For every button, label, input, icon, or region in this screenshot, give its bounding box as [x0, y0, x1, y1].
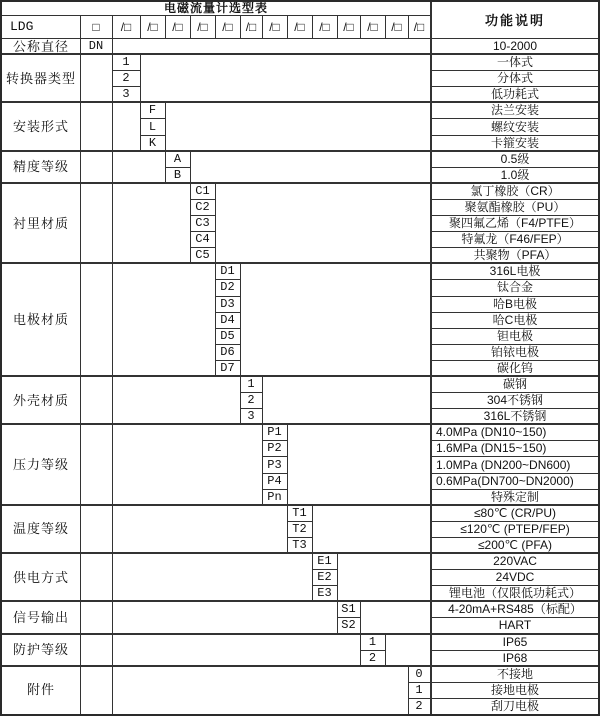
desc-cell: 卡箍安装 [490, 135, 539, 150]
code-cell: F [148, 103, 157, 118]
section-label: 电极材质 [12, 312, 69, 328]
code-cell: P4 [267, 473, 282, 488]
code-cell: A [173, 151, 182, 166]
desc-cell: IP65 [502, 634, 528, 649]
code-cell: E1 [317, 554, 332, 569]
desc-cell: ≤120℃ (PTEP/FEP) [460, 521, 570, 536]
desc-cell: 特殊定制 [490, 489, 539, 504]
desc-cell: 螺纹安装 [490, 119, 539, 134]
desc-cell: 低功耗式 [490, 87, 539, 102]
section-label: 精度等级 [12, 159, 69, 175]
grid-line [140, 54, 141, 102]
desc-cell: 刮刀电极 [490, 698, 539, 713]
desc-cell: 碳钢 [502, 377, 527, 392]
section-label: 衬里材质 [12, 215, 69, 231]
desc-cell: 4.0MPa (DN10~150) [436, 425, 547, 440]
desc-cell: 不接地 [496, 666, 533, 681]
desc-cell: 接地电极 [490, 682, 539, 697]
section-label: 附件 [26, 682, 55, 698]
grid-line [80, 15, 81, 714]
desc-cell: 24VDC [495, 570, 535, 585]
grid-line [262, 376, 263, 424]
code-cell: K [148, 135, 157, 150]
desc-cell: 4-20mA+RS485（标配） [448, 602, 582, 617]
desc-cell: 0.5级 [500, 151, 530, 166]
desc-cell: 分体式 [496, 71, 533, 86]
code-cell: Pn [267, 489, 282, 504]
code-cell: D1 [220, 264, 235, 279]
code-cell: 0 [415, 666, 423, 681]
model-slot-box: /□ [197, 19, 208, 34]
code-cell: P2 [267, 441, 282, 456]
grid-line [165, 102, 166, 150]
desc-cell: 聚氨酯橡胶（PU） [464, 199, 566, 214]
model-slot-box: /□ [391, 19, 402, 34]
desc-cell: 1.6MPa (DN15~150) [436, 441, 547, 456]
section-label: 温度等级 [12, 521, 69, 537]
section-label: 供电方式 [12, 569, 69, 585]
desc-cell: 220VAC [493, 554, 537, 569]
model-slot-box: /□ [245, 19, 257, 34]
desc-cell: 钛合金 [496, 280, 533, 295]
code-cell: 1 [415, 682, 423, 697]
desc-cell: 一体式 [496, 55, 533, 70]
desc-cell: 10-2000 [492, 39, 538, 54]
grid-line [385, 634, 386, 666]
model-slot-box: /□ [294, 19, 305, 34]
code-cell: P3 [267, 457, 282, 472]
desc-cell: 铂铱电极 [490, 344, 539, 359]
table-title: 电磁流量计选型表 [163, 1, 268, 15]
section-label: 外壳材质 [12, 392, 69, 408]
code-cell: S1 [341, 602, 356, 617]
code-cell: 2 [247, 393, 255, 408]
code-cell: B [173, 167, 182, 182]
code-cell: D4 [220, 312, 235, 327]
desc-cell: ≤200℃ (PFA) [477, 537, 553, 552]
model-slot-box: /□ [367, 19, 378, 34]
grid-line [190, 151, 191, 183]
desc-cell: 0.6MPa(DN700~DN2000) [436, 473, 574, 488]
code-cell: C1 [195, 183, 210, 198]
model-slot-box: /□ [319, 19, 330, 34]
code-cell: 1 [368, 634, 377, 649]
code-cell: D6 [220, 344, 235, 359]
grid-line [337, 553, 338, 601]
model-slot-box: /□ [343, 19, 354, 34]
code-cell: T1 [292, 505, 307, 520]
model-slot-box: /□ [172, 19, 183, 34]
code-cell: C5 [195, 248, 210, 263]
desc-cell: 聚四氟乙烯（F4/PTFE） [448, 216, 581, 231]
code-cell: 2 [415, 698, 423, 713]
code-cell: S2 [341, 618, 356, 633]
code-cell: T2 [292, 521, 307, 536]
code-cell: P1 [267, 425, 282, 440]
code-cell: D3 [220, 296, 235, 311]
dn-code-cell: DN [88, 39, 104, 54]
model-slot-box: /□ [222, 19, 233, 34]
desc-cell: 哈C电极 [492, 312, 538, 327]
code-cell: C3 [195, 216, 210, 231]
desc-cell: 1.0MPa (DN200~DN600) [436, 457, 571, 472]
model-first-box: □ [92, 19, 100, 34]
desc-cell: ≤80℃ (CR/PU) [473, 505, 557, 520]
section-label: 安装形式 [12, 119, 69, 135]
grid-line [287, 424, 288, 504]
model-prefix: LDG [10, 19, 34, 34]
code-cell: D7 [220, 360, 235, 375]
desc-cell: 钽电极 [496, 328, 533, 343]
code-cell: 3 [122, 87, 130, 102]
code-cell: C4 [195, 232, 210, 247]
code-cell: 2 [122, 71, 130, 86]
desc-cell: 1.0级 [500, 167, 530, 182]
desc-cell: 哈B电极 [492, 296, 537, 311]
code-cell: D2 [220, 280, 235, 295]
desc-cell: 特氟龙（F46/FEP） [461, 232, 569, 247]
grid-line [360, 601, 361, 633]
section-label: 防护等级 [12, 642, 69, 658]
grid-line [430, 666, 431, 714]
code-cell: E2 [317, 570, 332, 585]
grid-line [312, 505, 313, 553]
code-cell: 1 [247, 377, 255, 392]
desc-cell: HART [498, 618, 532, 633]
code-cell: 3 [247, 409, 255, 424]
code-cell: L [148, 119, 157, 134]
desc-cell: 锂电池（仅限低功耗式） [448, 586, 581, 601]
code-cell: 2 [368, 650, 377, 665]
grid-line [215, 183, 216, 263]
code-cell: C2 [195, 199, 210, 214]
function-description-header: 功能说明 [484, 12, 545, 28]
desc-cell: 316L电极 [489, 264, 541, 279]
code-cell: E3 [317, 586, 332, 601]
grid-line [112, 15, 113, 714]
section-label: 转换器类型 [5, 70, 76, 86]
grid-line [240, 263, 241, 376]
code-cell: T3 [292, 537, 307, 552]
desc-cell: 共聚物（PFA） [473, 248, 557, 263]
code-cell: 1 [122, 55, 130, 70]
desc-cell: 法兰安装 [490, 103, 539, 118]
desc-cell: IP68 [502, 650, 528, 665]
model-slot-box: /□ [269, 19, 280, 34]
desc-cell: 碳化钨 [496, 360, 533, 375]
model-slot-box: /□ [120, 19, 132, 34]
section-label: 压力等级 [12, 457, 69, 473]
code-cell: D5 [220, 328, 235, 343]
desc-cell: 316L不锈钢 [483, 409, 547, 424]
section-label: 公称直径 [12, 38, 69, 54]
model-slot-box: /□ [413, 19, 425, 34]
desc-cell: 氯丁橡胶（CR） [470, 183, 560, 198]
model-slot-box: /□ [147, 19, 158, 34]
section-label: 信号输出 [12, 609, 69, 625]
desc-cell: 304不锈钢 [486, 393, 544, 408]
